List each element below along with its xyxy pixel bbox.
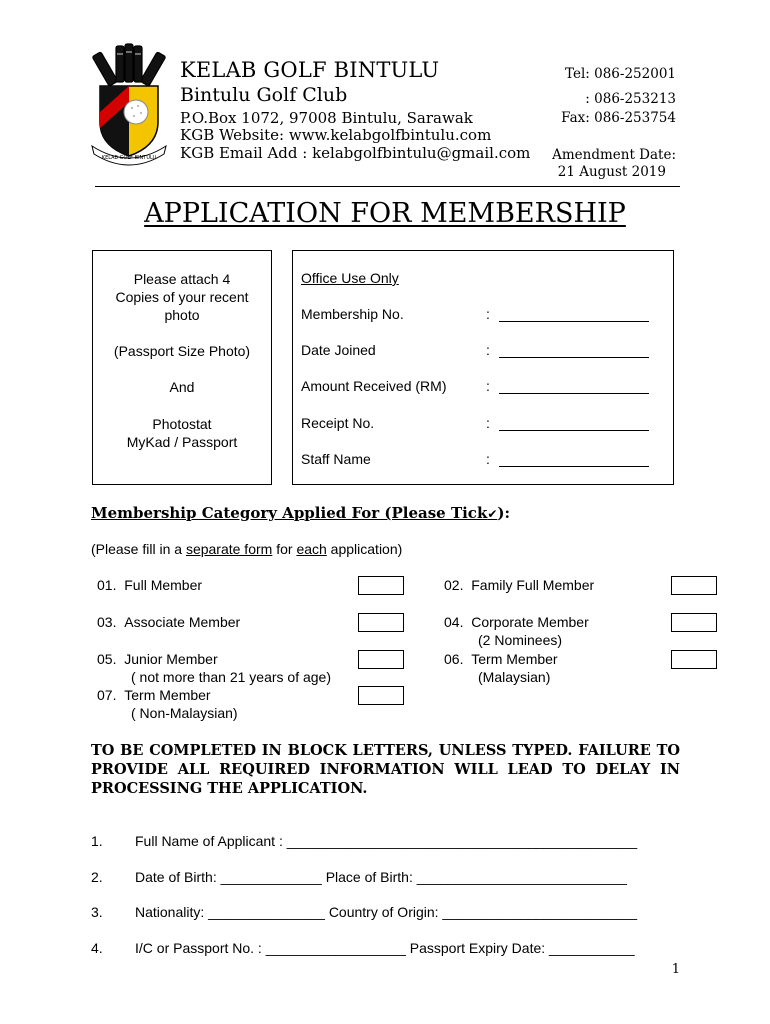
birth-date-place-field[interactable]: Date of Birth: _____________ Place of Birth: ___________________________ (135, 869, 627, 885)
category-04-label: Corporate Member (471, 614, 589, 630)
header-divider (95, 186, 680, 187)
category-07 (97, 686, 211, 704)
family-full-member-checkbox[interactable] (671, 576, 717, 595)
page-title (0, 198, 770, 229)
club-name: KELAB GOLF BINTULU (180, 58, 440, 82)
page-title-text: APPLICATION FOR MEMBERSHIP (144, 198, 626, 229)
category-05-sub: ( not more than 21 years of age) (131, 669, 331, 685)
category-heading (91, 504, 510, 522)
full-member-checkbox[interactable] (358, 576, 404, 595)
staff-name-label: Staff Name (301, 451, 371, 467)
block-letters-notice: TO BE COMPLETED IN BLOCK LETTERS, UNLESS TYPED. FAILURE TO PROVIDE ALL REQUIRED INFORMATION WILL LEAD TO DELAY IN PROCESSING THE APPLICATION. (91, 742, 680, 797)
photo-instruction-4: (Passport Size Photo) (113, 343, 251, 359)
amount-received-line[interactable] (499, 393, 649, 394)
category-01-label: Full Member (124, 577, 203, 593)
category-03-label: Associate Member (124, 614, 241, 630)
amount-received-label: Amount Received (RM) (301, 378, 447, 394)
club-email: KGB Email Add : kelabgolfbintulu@gmail.com (180, 144, 531, 162)
category-06-num: 06. (444, 651, 464, 667)
note-mid: for (272, 541, 297, 557)
category-03 (97, 613, 240, 631)
amount-received-colon: : (486, 378, 490, 394)
note-post: application) (326, 541, 403, 557)
club-website: KGB Website: www.kelabgolfbintulu.com (180, 126, 492, 144)
photo-instruction-7: MyKad / Passport (126, 434, 238, 450)
receipt-no-line[interactable] (499, 430, 649, 431)
photo-instruction-6: Photostat (152, 416, 212, 432)
date-joined-colon: : (486, 342, 490, 358)
photo-instruction-2: Copies of your recent (115, 289, 249, 305)
category-02-label: Family Full Member (471, 577, 595, 593)
office-use-heading: Office Use Only (301, 270, 399, 286)
date-joined-line[interactable] (499, 357, 649, 358)
club-logo (86, 42, 172, 172)
photo-instruction-5: And (169, 379, 195, 395)
photo-instruction-1: Please attach 4 (133, 271, 231, 287)
receipt-no-colon: : (486, 415, 490, 431)
category-02-num: 02. (444, 577, 464, 593)
field-2-num: 2. (91, 869, 103, 885)
category-06-label: Term Member (471, 651, 558, 667)
full-name-field[interactable]: Full Name of Applicant : _____________________________________________ (135, 833, 638, 849)
category-01-num: 01. (97, 577, 117, 593)
club-address: P.O.Box 1072, 97008 Bintulu, Sarawak (180, 109, 473, 127)
membership-no-colon: : (486, 306, 490, 322)
receipt-no-label: Receipt No. (301, 415, 375, 431)
club-crest-icon (86, 42, 172, 172)
office-use-box (292, 250, 674, 485)
logo-ring-text: KELAB GOLF BINTULU (101, 155, 157, 161)
term-member-malaysian-checkbox[interactable] (671, 650, 717, 669)
staff-name-line[interactable] (499, 466, 649, 467)
photo-instruction-3: photo (164, 307, 200, 323)
category-03-num: 03. (97, 614, 117, 630)
tick-icon: ✔ (487, 507, 498, 521)
tel-2: : 086-253213 (585, 91, 676, 107)
associate-member-checkbox[interactable] (358, 613, 404, 632)
photo-attachment-box (92, 250, 272, 485)
amendment-label: Amendment Date: (552, 147, 676, 163)
category-01 (97, 576, 202, 594)
category-07-num: 07. (97, 687, 117, 703)
separate-form-note (91, 541, 402, 557)
staff-name-colon: : (486, 451, 490, 467)
membership-no-line[interactable] (499, 321, 649, 322)
category-heading-end: ): (497, 504, 511, 522)
note-each: each (296, 541, 327, 557)
field-4-num: 4. (91, 940, 103, 956)
junior-member-checkbox[interactable] (358, 650, 404, 669)
tel-1: Tel: 086-252001 (565, 66, 676, 82)
category-07-sub: ( Non-Malaysian) (131, 705, 238, 721)
corporate-member-checkbox[interactable] (671, 613, 717, 632)
page-number: 1 (671, 962, 680, 977)
date-joined-label: Date Joined (301, 342, 376, 358)
category-heading-text: Membership Category Applied For (Please Tick (91, 504, 488, 522)
category-02 (444, 576, 594, 594)
fax: Fax: 086-253754 (561, 110, 676, 126)
amendment-date: 21 August 2019 (557, 164, 666, 180)
category-04-num: 04. (444, 614, 464, 630)
term-member-nonmalaysian-checkbox[interactable] (358, 686, 404, 705)
note-pre: (Please fill in a (91, 541, 186, 557)
membership-no-label: Membership No. (301, 306, 404, 322)
category-06-sub: (Malaysian) (478, 669, 551, 685)
category-07-label: Term Member (124, 687, 211, 703)
club-name-english: Bintulu Golf Club (180, 84, 348, 106)
note-separate-form: separate form (185, 541, 273, 557)
ic-passport-field[interactable]: I/C or Passport No. : __________________ Passport Expiry Date: ___________ (135, 940, 635, 956)
category-05-label: Junior Member (124, 651, 218, 667)
category-04 (444, 613, 589, 631)
category-05-num: 05. (97, 651, 117, 667)
field-1-num: 1. (91, 833, 103, 849)
category-05 (97, 650, 218, 668)
nationality-country-field[interactable]: Nationality: _______________ Country of Origin: _________________________ (135, 904, 638, 920)
category-04-sub: (2 Nominees) (478, 632, 563, 648)
category-06 (444, 650, 558, 668)
field-3-num: 3. (91, 904, 103, 920)
